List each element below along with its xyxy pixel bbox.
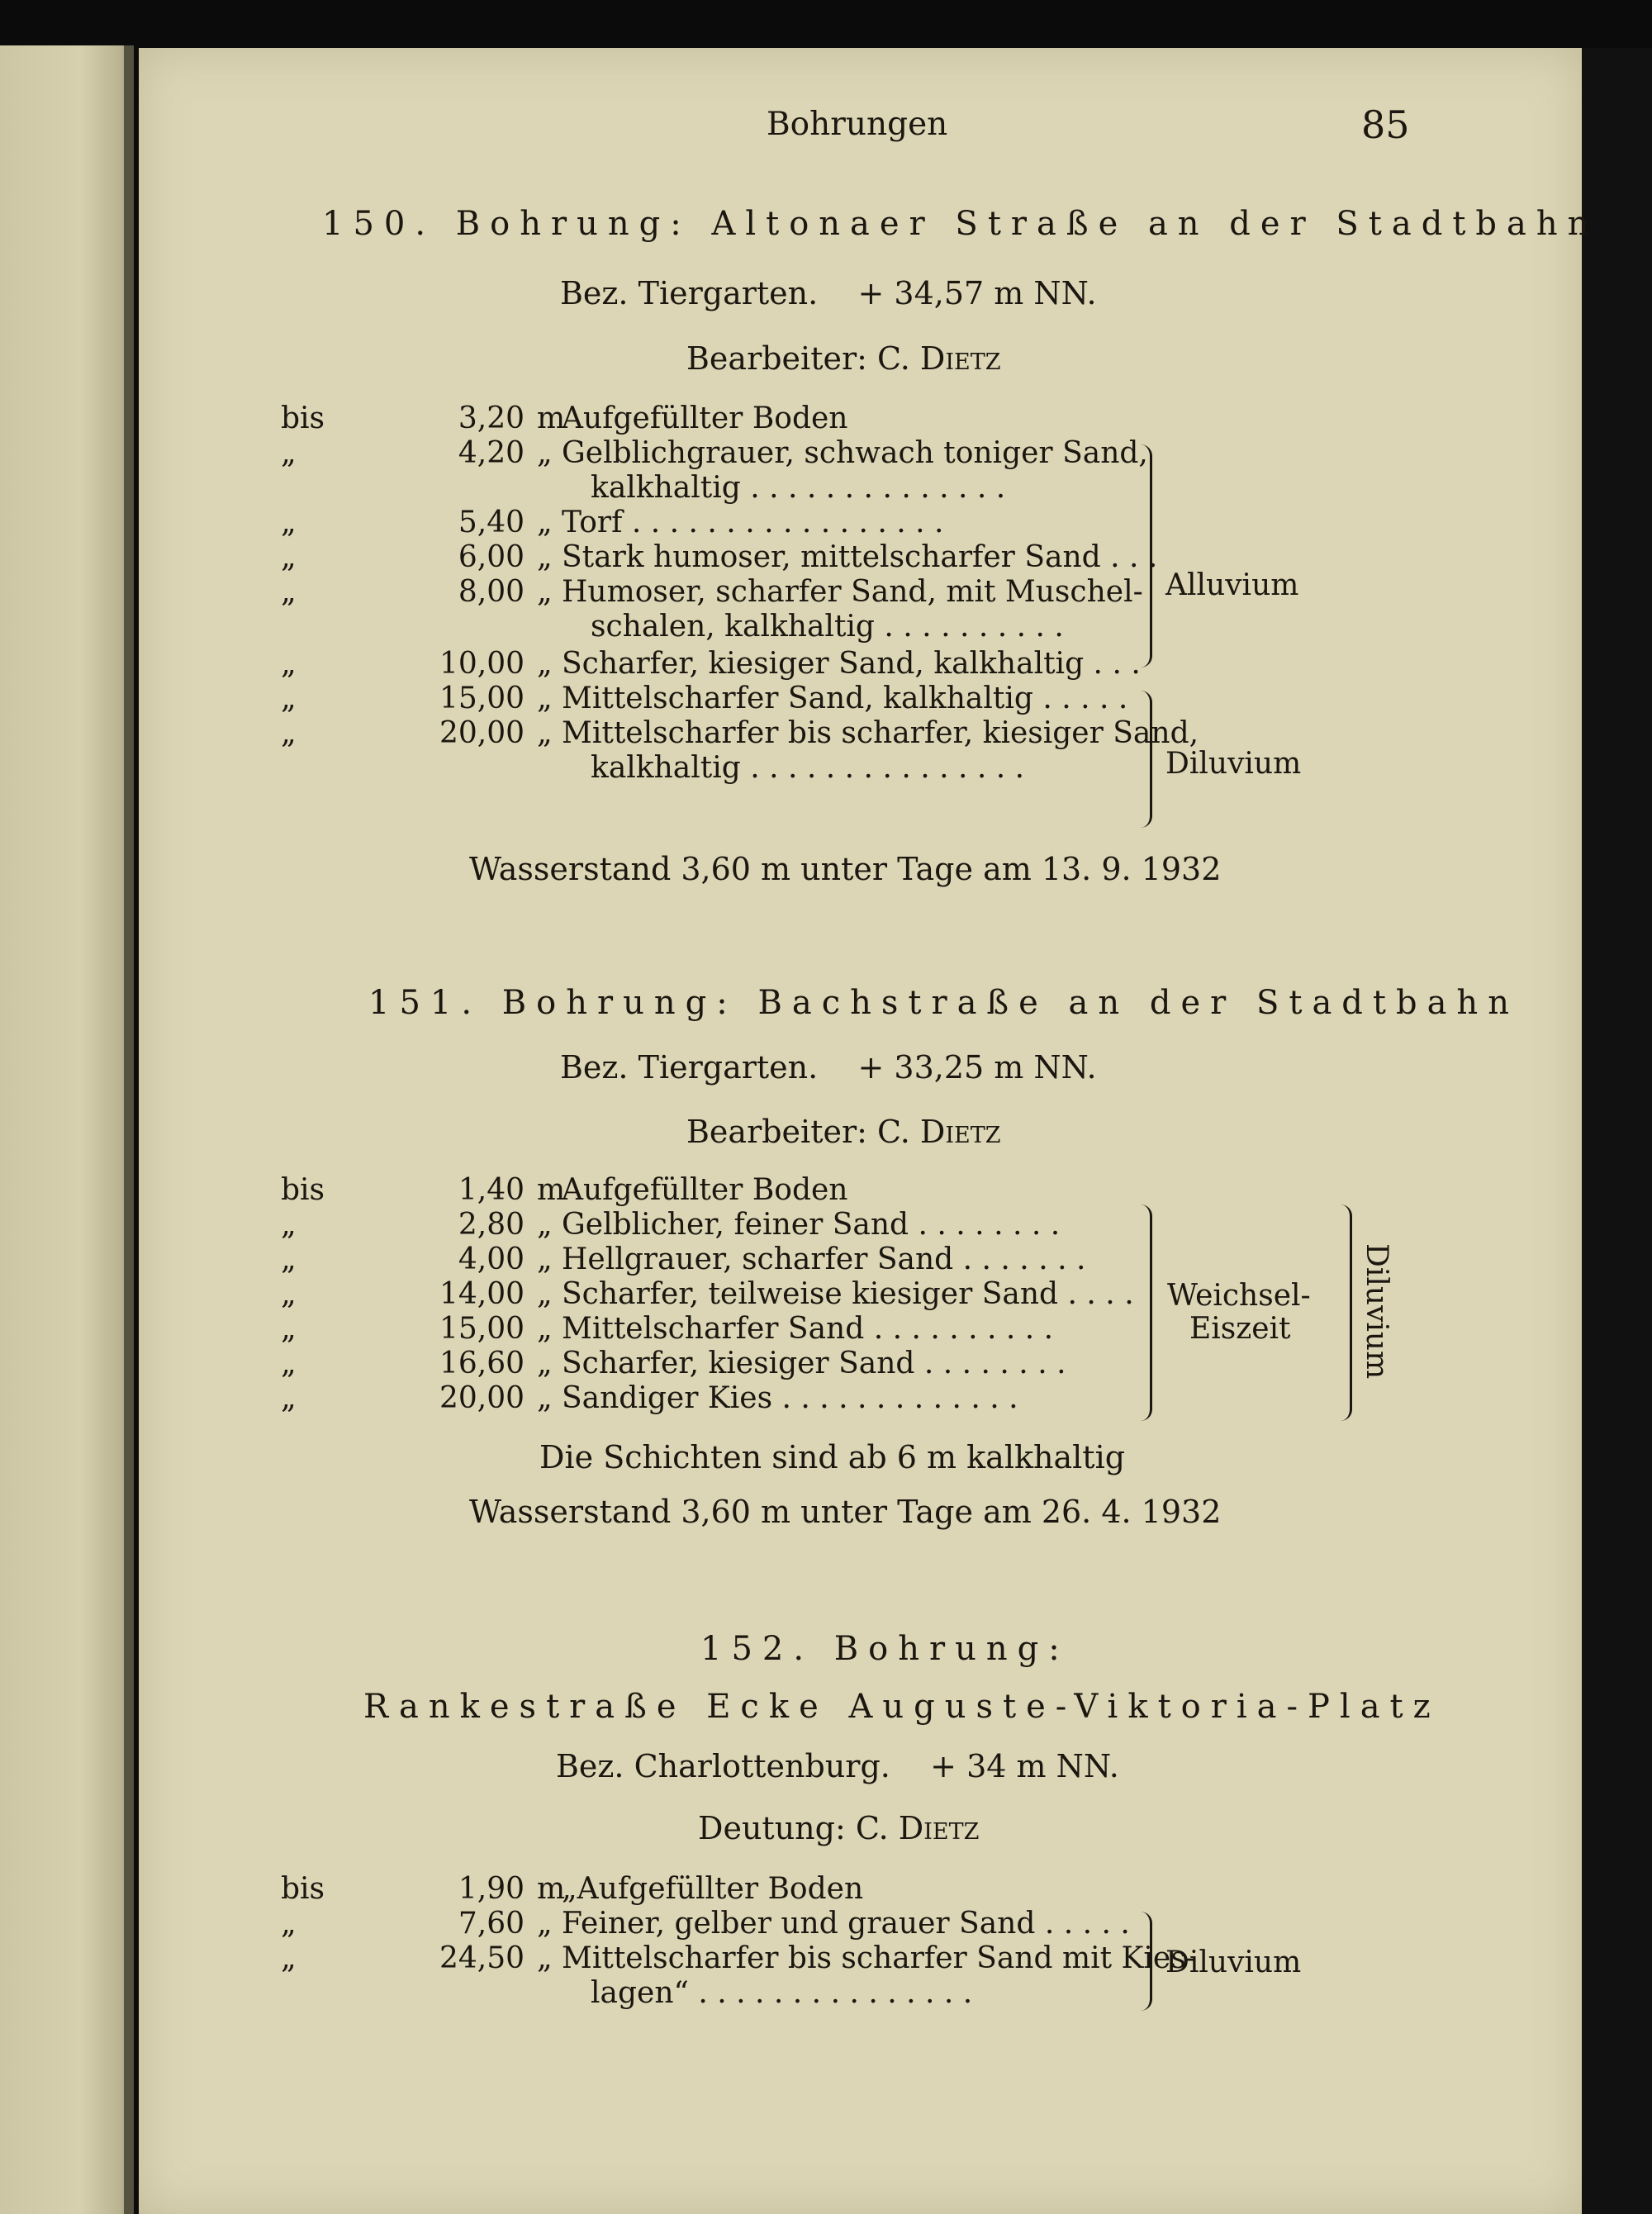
layer-description: Torf . . . . . . . . . . . . . . . . . xyxy=(562,506,944,539)
layer-prefix: „ xyxy=(281,540,297,574)
layer-depth: 14,00 xyxy=(439,1277,525,1311)
layer-prefix: „ xyxy=(281,506,297,539)
layer-unit: „ xyxy=(537,575,553,609)
layer-unit: m xyxy=(537,401,566,435)
layer-description: Scharfer, kiesiger Sand, kalkhaltig . . . xyxy=(562,647,1141,681)
layer-depth: 24,50 xyxy=(439,1941,525,1975)
brace-diluvium xyxy=(1138,1912,1152,2011)
boring-location: Bez. Tiergarten. + 33,25 m NN. xyxy=(560,1049,1097,1086)
boring-worker xyxy=(686,1114,1001,1150)
layer-description: Mittelscharfer bis scharfer Sand mit Kies- xyxy=(562,1941,1196,1975)
book-page xyxy=(139,48,1599,2214)
running-head: Bohrungen xyxy=(767,106,948,143)
layer-depth: 7,60 xyxy=(458,1907,525,1941)
layer-unit: „ xyxy=(537,1277,553,1311)
layer-description: Gelblichgrauer, schwach toniger Sand, xyxy=(562,436,1148,470)
layer-unit: „ xyxy=(537,716,553,750)
layer-prefix: „ xyxy=(281,1907,297,1941)
layer-unit: m xyxy=(537,1872,566,1906)
layer-depth: 4,20 xyxy=(458,436,525,470)
layer-description: Aufgefüllter Boden xyxy=(562,1173,848,1207)
layer-description: Feiner, gelber und grauer Sand . . . . . xyxy=(562,1907,1130,1941)
layer-unit: „ xyxy=(537,1381,553,1415)
layer-prefix: bis xyxy=(281,1872,325,1906)
layer-description: kalkhaltig . . . . . . . . . . . . . . . xyxy=(591,751,1025,785)
layer-prefix: „ xyxy=(281,436,297,470)
layer-depth: 5,40 xyxy=(458,506,525,539)
boring-title: 150. Bohrung: Altonaer Straße an der Stadtbahn xyxy=(322,205,1599,243)
layer-depth: 4,00 xyxy=(458,1242,525,1276)
worker-label: Bearbeiter: C. xyxy=(686,1114,920,1150)
brace-diluvium xyxy=(1338,1204,1352,1421)
layer-description: Stark humoser, mittelscharfer Sand . . . xyxy=(562,540,1158,574)
age-label: Diluvium xyxy=(1165,747,1302,781)
layer-description: Mittelscharfer bis scharfer, kiesiger Sand, xyxy=(562,716,1199,750)
boring-title: 152. Bohrung: xyxy=(700,1630,1070,1668)
layer-unit: m xyxy=(537,1173,566,1207)
layer-description: Scharfer, kiesiger Sand . . . . . . . . xyxy=(562,1347,1066,1380)
layer-prefix: „ xyxy=(281,575,297,609)
layer-unit: „ xyxy=(537,1347,553,1380)
scan-background xyxy=(1582,48,1652,2214)
layer-unit: „ xyxy=(537,436,553,470)
layer-description: Humoser, scharfer Sand, mit Muschel- xyxy=(562,575,1143,609)
age-label: Eiszeit xyxy=(1189,1312,1291,1346)
layer-unit: „ xyxy=(537,506,553,539)
layer-depth: 16,60 xyxy=(439,1347,525,1380)
layer-depth: 8,00 xyxy=(458,575,525,609)
brace-diluvium xyxy=(1138,691,1152,828)
layer-description: Sandiger Kies . . . . . . . . . . . . . xyxy=(562,1381,1018,1415)
boring-location: Bez. Charlottenburg. + 34 m NN. xyxy=(556,1748,1119,1784)
layer-depth: 1,90 xyxy=(458,1872,525,1906)
age-label: Alluvium xyxy=(1165,568,1299,602)
book-spine xyxy=(124,45,134,2214)
worker-label: Bearbeiter: C. xyxy=(686,340,920,377)
layer-description: schalen, kalkhaltig . . . . . . . . . . xyxy=(591,610,1064,644)
brace-alluvium xyxy=(1138,444,1152,668)
page-number: 85 xyxy=(1361,102,1410,147)
layer-depth: 6,00 xyxy=(458,540,525,574)
layer-description: lagen“ . . . . . . . . . . . . . . . xyxy=(591,1976,973,2010)
layer-prefix: „ xyxy=(281,716,297,750)
layer-unit: „ xyxy=(537,682,553,715)
layer-depth: 15,00 xyxy=(439,1312,525,1346)
worker-name: Dietz xyxy=(919,340,1001,377)
water-level-note: Wasserstand 3,60 m unter Tage am 13. 9. 1932 xyxy=(469,851,1222,887)
layer-unit: „ xyxy=(537,540,553,574)
layer-description: Gelblicher, feiner Sand . . . . . . . . xyxy=(562,1208,1061,1242)
layer-depth: 20,00 xyxy=(439,1381,525,1415)
boring-worker xyxy=(686,340,1001,377)
layer-prefix: „ xyxy=(281,1277,297,1311)
age-label: Weichsel- xyxy=(1167,1279,1311,1313)
lime-note: Die Schichten sind ab 6 m kalkhaltig xyxy=(539,1439,1126,1475)
layer-description: kalkhaltig . . . . . . . . . . . . . . xyxy=(591,471,1006,505)
layer-prefix: bis xyxy=(281,1173,325,1207)
layer-description: „Aufgefüllter Boden xyxy=(562,1872,864,1906)
layer-prefix: „ xyxy=(281,1208,297,1242)
layer-unit: „ xyxy=(537,1242,553,1276)
layer-prefix: bis xyxy=(281,401,325,435)
worker-name: Dietz xyxy=(898,1810,980,1846)
layer-prefix: „ xyxy=(281,1312,297,1346)
layer-unit: „ xyxy=(537,647,553,681)
layer-depth: 20,00 xyxy=(439,716,525,750)
layer-depth: 1,40 xyxy=(458,1173,525,1207)
layer-unit: „ xyxy=(537,1208,553,1242)
layer-description: Scharfer, teilweise kiesiger Sand . . . . xyxy=(562,1277,1134,1311)
adjacent-page-edge xyxy=(0,45,134,2214)
layer-description: Mittelscharfer Sand, kalkhaltig . . . . . xyxy=(562,682,1128,715)
age-label: Diluvium xyxy=(1165,1946,1302,1979)
layer-depth: 2,80 xyxy=(458,1208,525,1242)
boring-subtitle: Rankestraße Ecke Auguste-Viktoria-Platz xyxy=(363,1688,1441,1726)
layer-depth: 10,00 xyxy=(439,647,525,681)
layer-depth: 15,00 xyxy=(439,682,525,715)
layer-unit: „ xyxy=(537,1941,553,1975)
layer-prefix: „ xyxy=(281,647,297,681)
layer-prefix: „ xyxy=(281,1242,297,1276)
worker-name: Dietz xyxy=(919,1114,1001,1150)
layer-prefix: „ xyxy=(281,1381,297,1415)
layer-description: Hellgrauer, scharfer Sand . . . . . . . xyxy=(562,1242,1086,1276)
age-label-vertical: Diluvium xyxy=(1360,1243,1393,1380)
worker-label: Deutung: C. xyxy=(698,1810,899,1846)
layer-unit: „ xyxy=(537,1907,553,1941)
layer-prefix: „ xyxy=(281,1347,297,1380)
layer-description: Mittelscharfer Sand . . . . . . . . . . xyxy=(562,1312,1054,1346)
layer-depth: 3,20 xyxy=(458,401,525,435)
layer-prefix: „ xyxy=(281,1941,297,1975)
layer-description: Aufgefüllter Boden xyxy=(562,401,848,435)
brace-weichsel-eiszeit xyxy=(1138,1204,1152,1421)
boring-worker xyxy=(698,1810,979,1846)
layer-unit: „ xyxy=(537,1312,553,1346)
boring-title: 151. Bohrung: Bachstraße an der Stadtbahn xyxy=(368,984,1519,1022)
boring-location: Bez. Tiergarten. + 34,57 m NN. xyxy=(560,275,1097,311)
layer-prefix: „ xyxy=(281,682,297,715)
water-level-note: Wasserstand 3,60 m unter Tage am 26. 4. 1932 xyxy=(469,1494,1222,1530)
